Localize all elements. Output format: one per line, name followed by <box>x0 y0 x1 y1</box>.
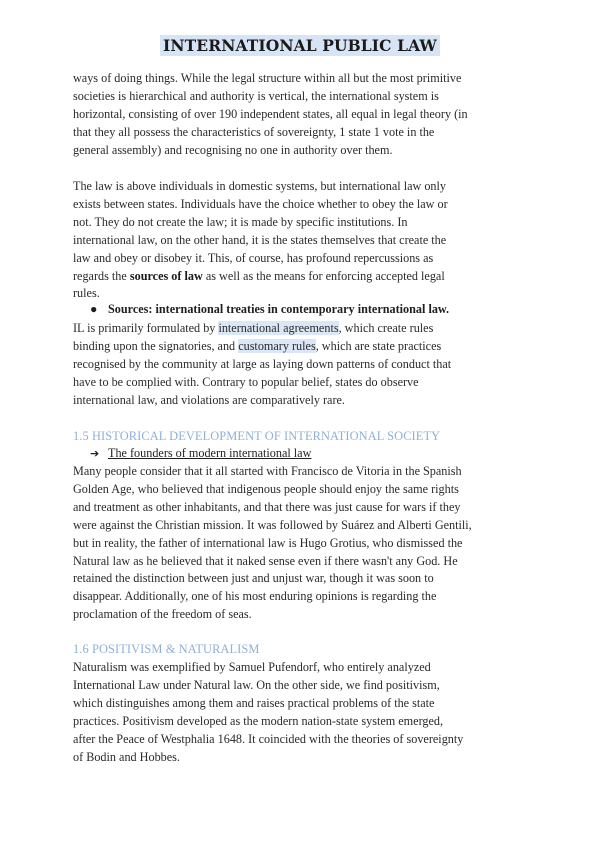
text-line: recognised by the community at large as laying down patterns of conduct that <box>73 356 452 371</box>
text-line: horizontal, consisting of over 190 independent states, all equal in legal theory (in <box>73 106 468 121</box>
text-line: law and obey or disobey it. This, of course, has profound repercussions as <box>73 250 434 265</box>
text-line <box>73 320 533 338</box>
title-wrap <box>0 35 600 56</box>
text-run: regards the <box>73 268 130 283</box>
text-line: not. They do not create the law; it is made by specific institutions. In <box>73 214 408 229</box>
section-heading-1-5: 1.5 HISTORICAL DEVELOPMENT OF INTERNATIONAL SOCIETY <box>73 429 441 443</box>
text-line: after the Peace of Westphalia 1648. It coincided with the theories of sovereignty <box>73 731 464 746</box>
text-line: and treatment as other inhabitants, and that there was just cause for wars if they <box>73 499 461 514</box>
highlight-customary-rules: customary rules <box>238 338 316 353</box>
bullet-text: Sources: international treaties in contemporary international law. <box>108 302 450 316</box>
text-line: which distinguishes among them and raises practical problems of the state <box>73 695 435 710</box>
text-line: were against the Christian mission. It was followed by Suárez and Alberti Gentili, <box>73 517 472 532</box>
text-line: that they all possess the characteristics of sovereignty, 1 state 1 vote in the <box>73 124 435 139</box>
section-heading-1-6: 1.6 POSITIVISM & NATURALISM <box>73 642 260 656</box>
paragraph-domestic-vs-international <box>73 178 533 303</box>
text-line: of Bodin and Hobbes. <box>73 749 180 764</box>
text-line: international law, and violations are comparatively rare. <box>73 392 345 407</box>
text-line: retained the distinction between just and unjust war, though it was soon to <box>73 571 434 586</box>
subheading-founders <box>90 446 311 461</box>
text-line: disappear. Additionally, one of his most enduring opinions is regarding the <box>73 589 437 604</box>
text-line: Naturalism was exemplified by Samuel Pufendorf, who entirely analyzed <box>73 660 431 674</box>
paragraph-founders <box>73 463 533 624</box>
subheading-text: The founders of modern international law <box>108 446 312 460</box>
bullet-icon: ● <box>90 302 98 316</box>
text-run: , which are state practices <box>315 338 442 353</box>
arrow-right-icon: ➔ <box>90 447 100 460</box>
paragraph-il-formulation <box>73 320 533 410</box>
highlight-international-agreements: international agreements <box>218 321 339 335</box>
text-line: proclamation of the freedom of seas. <box>73 607 252 622</box>
text-line: general assembly) and recognising no one in authority over them. <box>73 142 393 157</box>
text-run: binding upon the signatories, and <box>73 338 239 353</box>
text-line: The law is above individuals in domestic systems, but international law only <box>73 179 447 193</box>
paragraph-positivism-naturalism <box>73 659 533 766</box>
text-line: have to be complied with. Contrary to popular belief, states do observe <box>73 374 419 389</box>
text-run: , which create rules <box>338 321 434 335</box>
text-line: societies is hierarchical and authority is vertical, the international system is <box>73 88 439 103</box>
text-line: practices. Positivism developed as the modern nation-state system emerged, <box>73 713 444 728</box>
paragraph-international-system <box>73 70 533 160</box>
text-line: Natural law as he believed that it naked sense even if there wasn't any God. He <box>73 553 458 568</box>
text-run: IL is primarily formulated by <box>73 321 219 335</box>
text-line: Golden Age, who believed that indigenous people should enjoy the same rights <box>73 481 459 496</box>
text-line: rules. <box>73 286 100 301</box>
text-line: international law, on the other hand, it is the states themselves that create the <box>73 232 447 247</box>
bold-term-sources-of-law: sources of law <box>129 268 203 283</box>
text-line: Many people consider that it all started with Francisco de Vitoria in the Spanish <box>73 464 462 478</box>
text-run: as well as the means for enforcing accepted legal <box>202 268 445 283</box>
text-line <box>73 268 533 286</box>
text-line: exists between states. Individuals have the choice whether to obey the law or <box>73 196 448 211</box>
text-line: but in reality, the father of international law is Hugo Grotius, who dismissed the <box>73 535 463 550</box>
text-line: ways of doing things. While the legal structure within all but the most primitive <box>73 71 462 85</box>
bullet-sources <box>90 302 449 317</box>
text-line: International Law under Natural law. On the other side, we find positivism, <box>73 677 440 692</box>
text-line <box>73 338 533 356</box>
page-title: INTERNATIONAL PUBLIC LAW <box>160 35 440 56</box>
